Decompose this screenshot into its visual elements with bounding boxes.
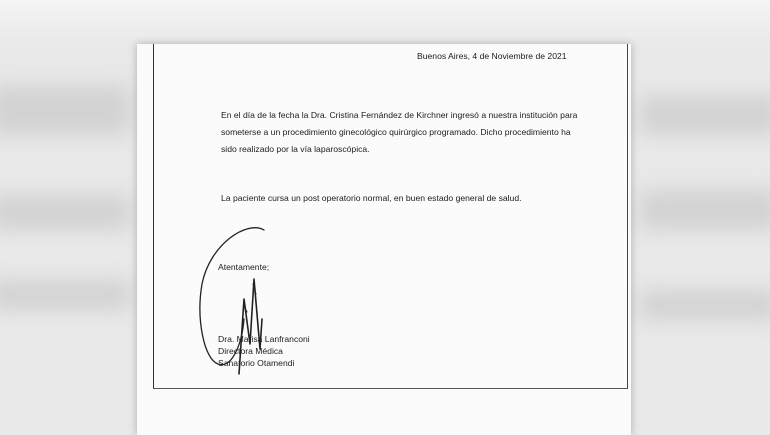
letter-date: Buenos Aires, 4 de Noviembre de 2021 (417, 51, 567, 61)
paragraph-admission (221, 110, 578, 155)
blurred-band-left-2 (0, 195, 130, 230)
letter-document (137, 44, 631, 435)
blurred-band-left-1 (0, 85, 130, 135)
blurred-band-left-3 (0, 280, 130, 310)
top-fade (0, 0, 770, 45)
blurred-band-right-3 (640, 290, 770, 320)
signer-name: Dra. Marisa Lanfranconi (218, 334, 310, 344)
frame-line-left (153, 44, 154, 389)
frame-line-right (627, 44, 628, 389)
paragraph-line: En el día de la fecha la Dra. Cristina Fernández de Kirchner ingresó a nuestra institución para (221, 110, 578, 120)
paragraph-status: La paciente cursa un post operatorio normal, en buen estado general de salud. (221, 193, 522, 203)
paragraph-line: sido realizado por la vía laparoscópica. (221, 144, 370, 154)
closing-text: Atentamente; (218, 262, 270, 272)
paragraph-line: someterse a un procedimiento ginecológico quirúrgico programado. Dicho procedimiento ha (221, 127, 571, 137)
signer-institution: Sanatorio Otamendi (218, 358, 295, 368)
blurred-band-right-1 (640, 95, 770, 135)
blurred-band-right-2 (640, 190, 770, 230)
handwritten-signature (192, 224, 287, 389)
signer-role: Directora Médica (218, 346, 283, 356)
